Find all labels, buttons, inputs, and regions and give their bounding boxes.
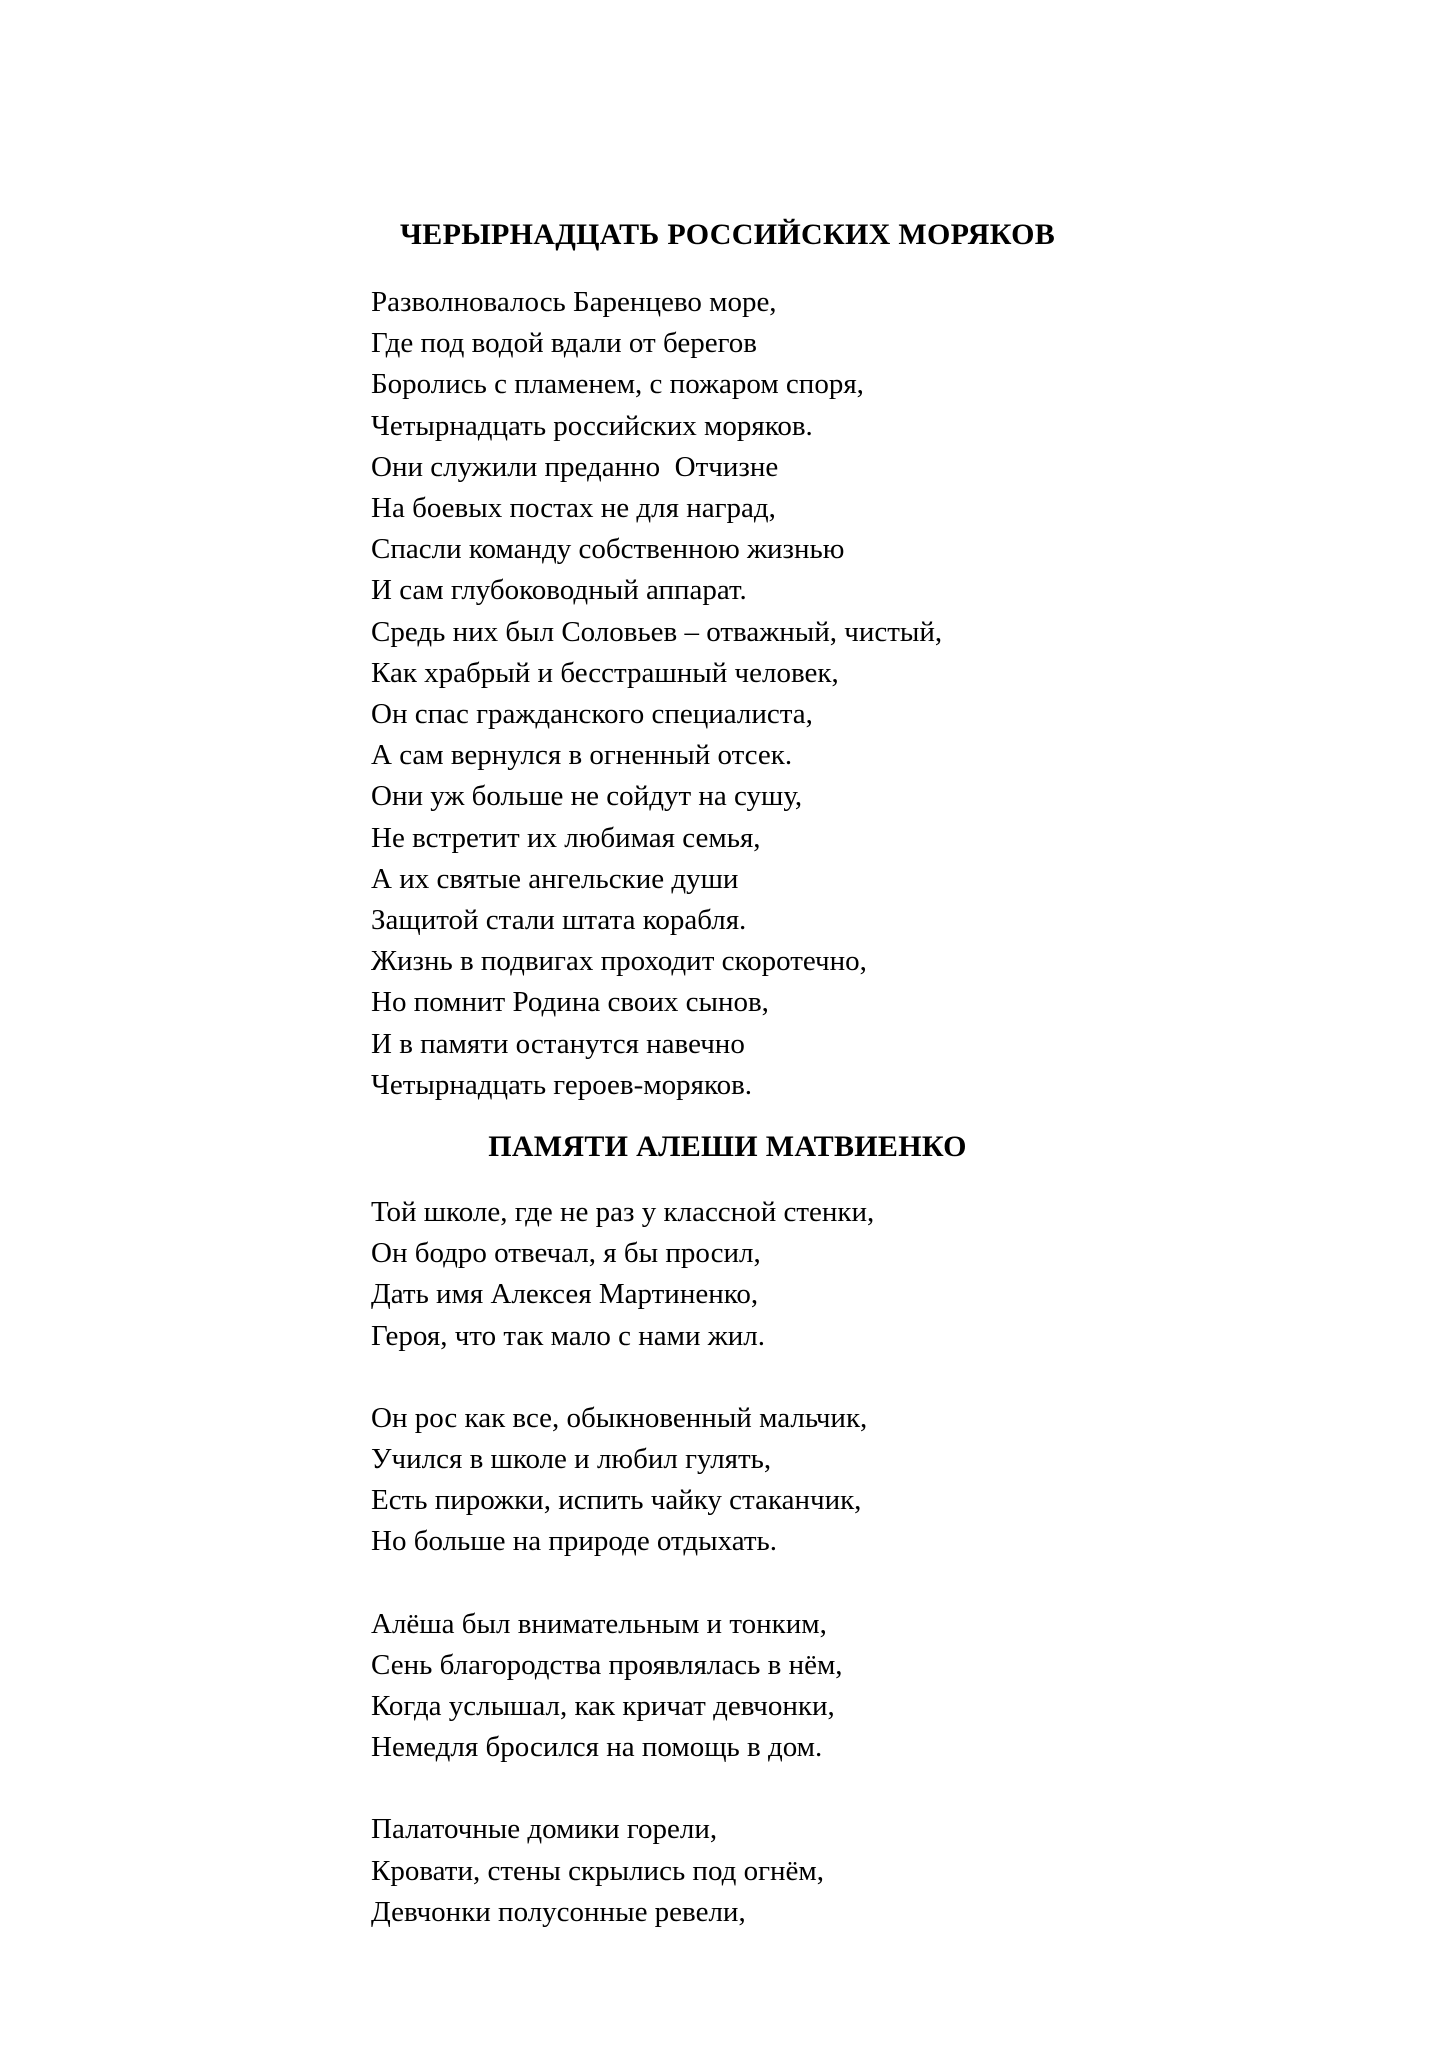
verse-line: Не встретит их любимая семья,	[371, 821, 761, 854]
poem-title-2: ПАМЯТИ АЛЕШИ МАТВИЕНКО	[488, 1130, 967, 1164]
stanza-gap	[371, 1357, 874, 1398]
verse-line: Они уж больше не сойдут на сушу,	[371, 780, 803, 813]
verse-line: Палаточные домики горели,	[371, 1813, 718, 1846]
poem-body-2	[371, 1192, 874, 1933]
verse-line: Жизнь в подвигах проходит скоротечно,	[371, 945, 867, 978]
verse-line: Где под водой вдали от берегов	[371, 327, 757, 360]
stanza	[371, 1398, 874, 1563]
stanza	[371, 282, 942, 1106]
stanza	[371, 1192, 874, 1357]
verse-line: Боролись с пламенем, с пожаром споря,	[371, 368, 864, 401]
verse-line: Четырнадцать героев-моряков.	[371, 1068, 753, 1101]
verse-line: Учился в школе и любил гулять,	[371, 1443, 772, 1476]
verse-line: А их святые ангельские души	[371, 862, 739, 895]
verse-line: Он бодро отвечал, я бы просил,	[371, 1237, 761, 1270]
stanza-gap	[371, 1563, 874, 1604]
verse-line: Когда услышал, как кричат девчонки,	[371, 1690, 835, 1723]
verse-line: И сам глубоководный аппарат.	[371, 574, 747, 607]
verse-line: Средь них был Соловьев – отважный, чистый,	[371, 615, 943, 648]
verse-line: Алёша был внимательным и тонким,	[371, 1607, 827, 1640]
stanza-gap	[371, 1768, 874, 1809]
verse-line: На боевых постах не для наград,	[371, 492, 776, 525]
verse-line: Немедля бросился на помощь в дом.	[371, 1731, 823, 1764]
stanza	[371, 1604, 874, 1769]
verse-line: Но помнит Родина своих сынов,	[371, 986, 769, 1019]
verse-line: Дать имя Алексея Мартиненко,	[371, 1278, 759, 1311]
verse-line: Сень благородства проявлялась в нём,	[371, 1648, 843, 1681]
verse-line: Той школе, где не раз у классной стенки,	[371, 1196, 875, 1228]
verse-line: Он спас гражданского специалиста,	[371, 698, 813, 731]
stanza	[371, 1809, 874, 1933]
verse-line: Как храбрый и бесстрашный человек,	[371, 656, 839, 689]
verse-line: Разволновалось Баренцево море,	[371, 286, 777, 318]
verse-line: Защитой стали штата корабля.	[371, 904, 747, 937]
verse-line: Кровати, стены скрылись под огнём,	[371, 1854, 824, 1887]
poem-body-1	[371, 282, 942, 1106]
poem-title-1: ЧЕРЫРНАДЦАТЬ РОССИЙСКИХ МОРЯКОВ	[399, 218, 1056, 252]
verse-line: Девчонки полусонные ревели,	[371, 1895, 746, 1928]
verse-line: Героя, что так мало с нами жил.	[371, 1319, 765, 1352]
verse-line: Четырнадцать российских моряков.	[371, 409, 813, 442]
verse-line: А сам вернулся в огненный отсек.	[371, 739, 793, 772]
verse-line: Он рос как все, обыкновенный мальчик,	[371, 1401, 868, 1434]
verse-line: Они служили преданно Отчизне	[371, 450, 779, 483]
verse-line: Спасли команду собственною жизнью	[371, 533, 845, 566]
verse-line: И в памяти останутся навечно	[371, 1027, 745, 1060]
verse-line: Но больше на природе отдыхать.	[371, 1525, 777, 1558]
verse-line: Есть пирожки, испить чайку стаканчик,	[371, 1484, 862, 1517]
